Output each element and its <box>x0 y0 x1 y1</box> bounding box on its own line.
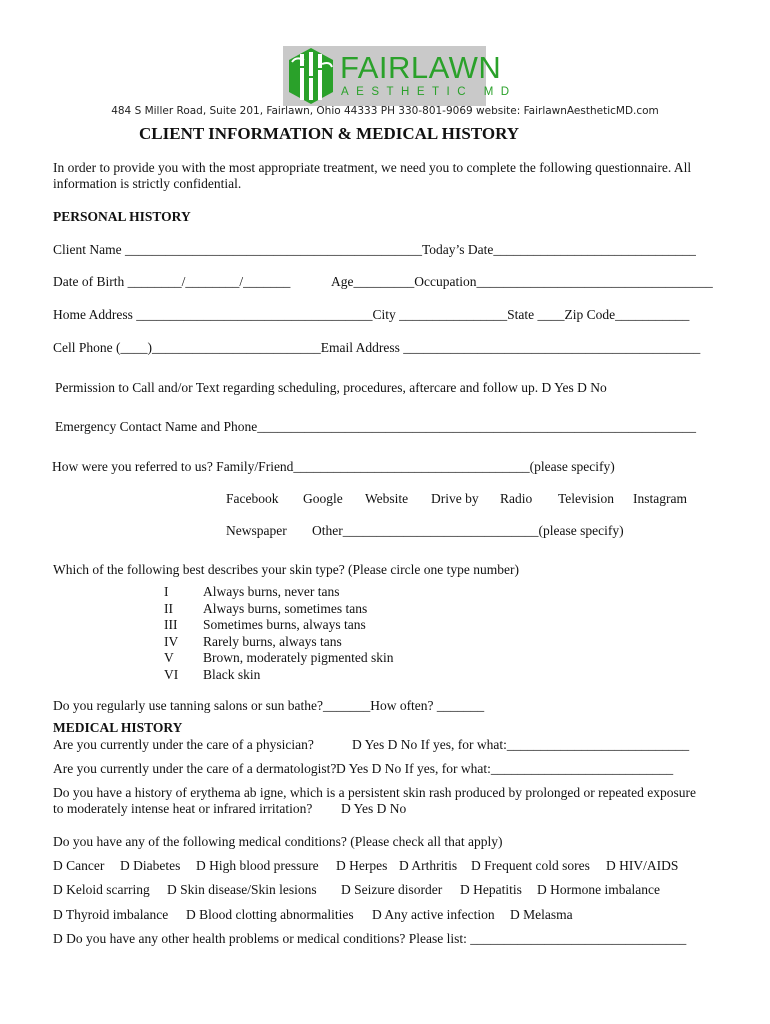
emergency-contact-field[interactable]: Emergency Contact Name and Phone_________________________________________________________________ <box>55 419 696 434</box>
page-title: CLIENT INFORMATION & MEDICAL HISTORY <box>139 124 520 143</box>
condition-active-infection[interactable]: D Any active infection <box>372 907 495 922</box>
skin-type-numeral[interactable]: V <box>164 650 174 665</box>
referral-question[interactable]: How were you referred to us? Family/Friend___________________________________(please specify) <box>52 459 615 474</box>
dermatologist-question: Are you currently under the care of a dermatologist? <box>53 761 337 776</box>
condition-hiv-aids[interactable]: D HIV/AIDS <box>606 858 679 873</box>
condition-seizure-disorder[interactable]: D Seizure disorder <box>341 882 443 897</box>
physician-answer[interactable]: D Yes D No If yes, for what:___________________________ <box>352 737 690 752</box>
skin-type-description: Always burns, never tans <box>203 584 340 599</box>
client-name-field[interactable]: Client Name ____________________________________________Today’s Date______________________________ <box>53 242 696 257</box>
clinic-address: 484 S Miller Road, Suite 201, Fairlawn, Ohio 44333 PH 330-801-9069 website: FairlawnAestheticMD.com <box>111 105 659 117</box>
physician-question: Are you currently under the care of a physician? <box>53 737 314 752</box>
intro-text: In order to provide you with the most appropriate treatment, we need you to complete the following questionnaire. All information is strictly confidential. <box>53 160 692 191</box>
condition-skin-disease[interactable]: D Skin disease/Skin lesions <box>167 882 317 897</box>
referral-option-radio[interactable]: Radio <box>500 491 533 506</box>
condition-keloid-scarring[interactable]: D Keloid scarring <box>53 882 150 897</box>
personal-history-heading: PERSONAL HISTORY <box>53 209 191 224</box>
tanning-question[interactable]: Do you regularly use tanning salons or sun bathe?_______How often? _______ <box>53 698 485 713</box>
age-occupation-field[interactable]: Age_________Occupation___________________________________ <box>331 274 713 289</box>
referral-option-google[interactable]: Google <box>303 491 343 506</box>
skin-type-numeral[interactable]: III <box>164 617 178 632</box>
permission-question[interactable]: Permission to Call and/or Text regarding scheduling, procedures, aftercare and follow up. D Yes D No <box>55 380 607 395</box>
condition-diabetes[interactable]: D Diabetes <box>120 858 181 873</box>
skin-type-description: Rarely burns, always tans <box>203 633 342 649</box>
logo-subtitle: AESTHETIC MD <box>341 86 517 98</box>
erythema-answer[interactable]: D Yes D No <box>341 801 407 816</box>
medical-history-heading: MEDICAL HISTORY <box>53 720 183 735</box>
skin-type-numeral[interactable]: VI <box>164 666 179 682</box>
condition-melasma[interactable]: D Melasma <box>510 907 573 922</box>
skin-type-numeral[interactable]: IV <box>164 633 179 649</box>
skin-type-question: Which of the following best describes your skin type? (Please circle one type number) <box>53 562 519 577</box>
bamboo-icon <box>286 46 336 106</box>
conditions-question: Do you have any of the following medical conditions? (Please check all that apply) <box>53 834 503 849</box>
referral-option-drive-by[interactable]: Drive by <box>431 491 479 506</box>
skin-type-numerals <box>164 584 178 683</box>
condition-hepatitis[interactable]: D Hepatitis <box>460 882 522 897</box>
condition-herpes[interactable]: D Herpes <box>336 858 388 873</box>
skin-type-description: Black skin <box>203 666 261 682</box>
skin-type-description: Brown, moderately pigmented skin <box>203 650 394 665</box>
condition-cancer[interactable]: D Cancer <box>53 858 105 873</box>
referral-option-facebook[interactable]: Facebook <box>226 491 279 506</box>
condition-thyroid-imbalance[interactable]: D Thyroid imbalance <box>53 907 169 922</box>
date-of-birth-field[interactable]: Date of Birth ________/________/_______ <box>53 274 291 289</box>
phone-email-field[interactable]: Cell Phone (____)_________________________Email Address ____________________________________________ <box>53 340 701 355</box>
erythema-question-line1: Do you have a history of erythema ab igne, which is a persistent skin rash produced by prolonged or repeated exposure <box>53 785 696 800</box>
condition-high-blood-pressure[interactable]: D High blood pressure <box>196 858 319 873</box>
dermatologist-answer[interactable]: D Yes D No If yes, for what:___________________________ <box>336 761 674 776</box>
condition-hormone-imbalance[interactable]: D Hormone imbalance <box>537 882 660 897</box>
condition-arthritis[interactable]: D Arthritis <box>399 858 458 873</box>
referral-option-website[interactable]: Website <box>365 491 409 506</box>
condition-blood-clotting[interactable]: D Blood clotting abnormalities <box>186 907 354 922</box>
referral-option-television[interactable]: Television <box>558 491 615 506</box>
referral-option-instagram[interactable]: Instagram <box>633 491 687 506</box>
erythema-question-line2: to moderately intense heat or infrared irritation? <box>53 801 313 816</box>
other-conditions-field[interactable]: D Do you have any other health problems or medical conditions? Please list: ________________________________ <box>53 931 687 946</box>
skin-type-descriptions <box>203 584 393 683</box>
skin-type-numeral[interactable]: I <box>164 584 169 599</box>
logo-name: FAIRLAWN <box>340 50 502 85</box>
skin-type-description: Sometimes burns, always tans <box>203 617 366 632</box>
home-address-field[interactable]: Home Address ___________________________________City ________________State ____Zip Code___________ <box>53 307 690 322</box>
referral-option-other[interactable]: Other_____________________________(please specify) <box>312 523 624 538</box>
skin-type-numeral[interactable]: II <box>164 600 173 616</box>
referral-option-newspaper[interactable]: Newspaper <box>226 523 287 538</box>
condition-frequent-cold-sores[interactable]: D Frequent cold sores <box>471 858 590 873</box>
skin-type-description: Always burns, sometimes tans <box>203 600 368 616</box>
